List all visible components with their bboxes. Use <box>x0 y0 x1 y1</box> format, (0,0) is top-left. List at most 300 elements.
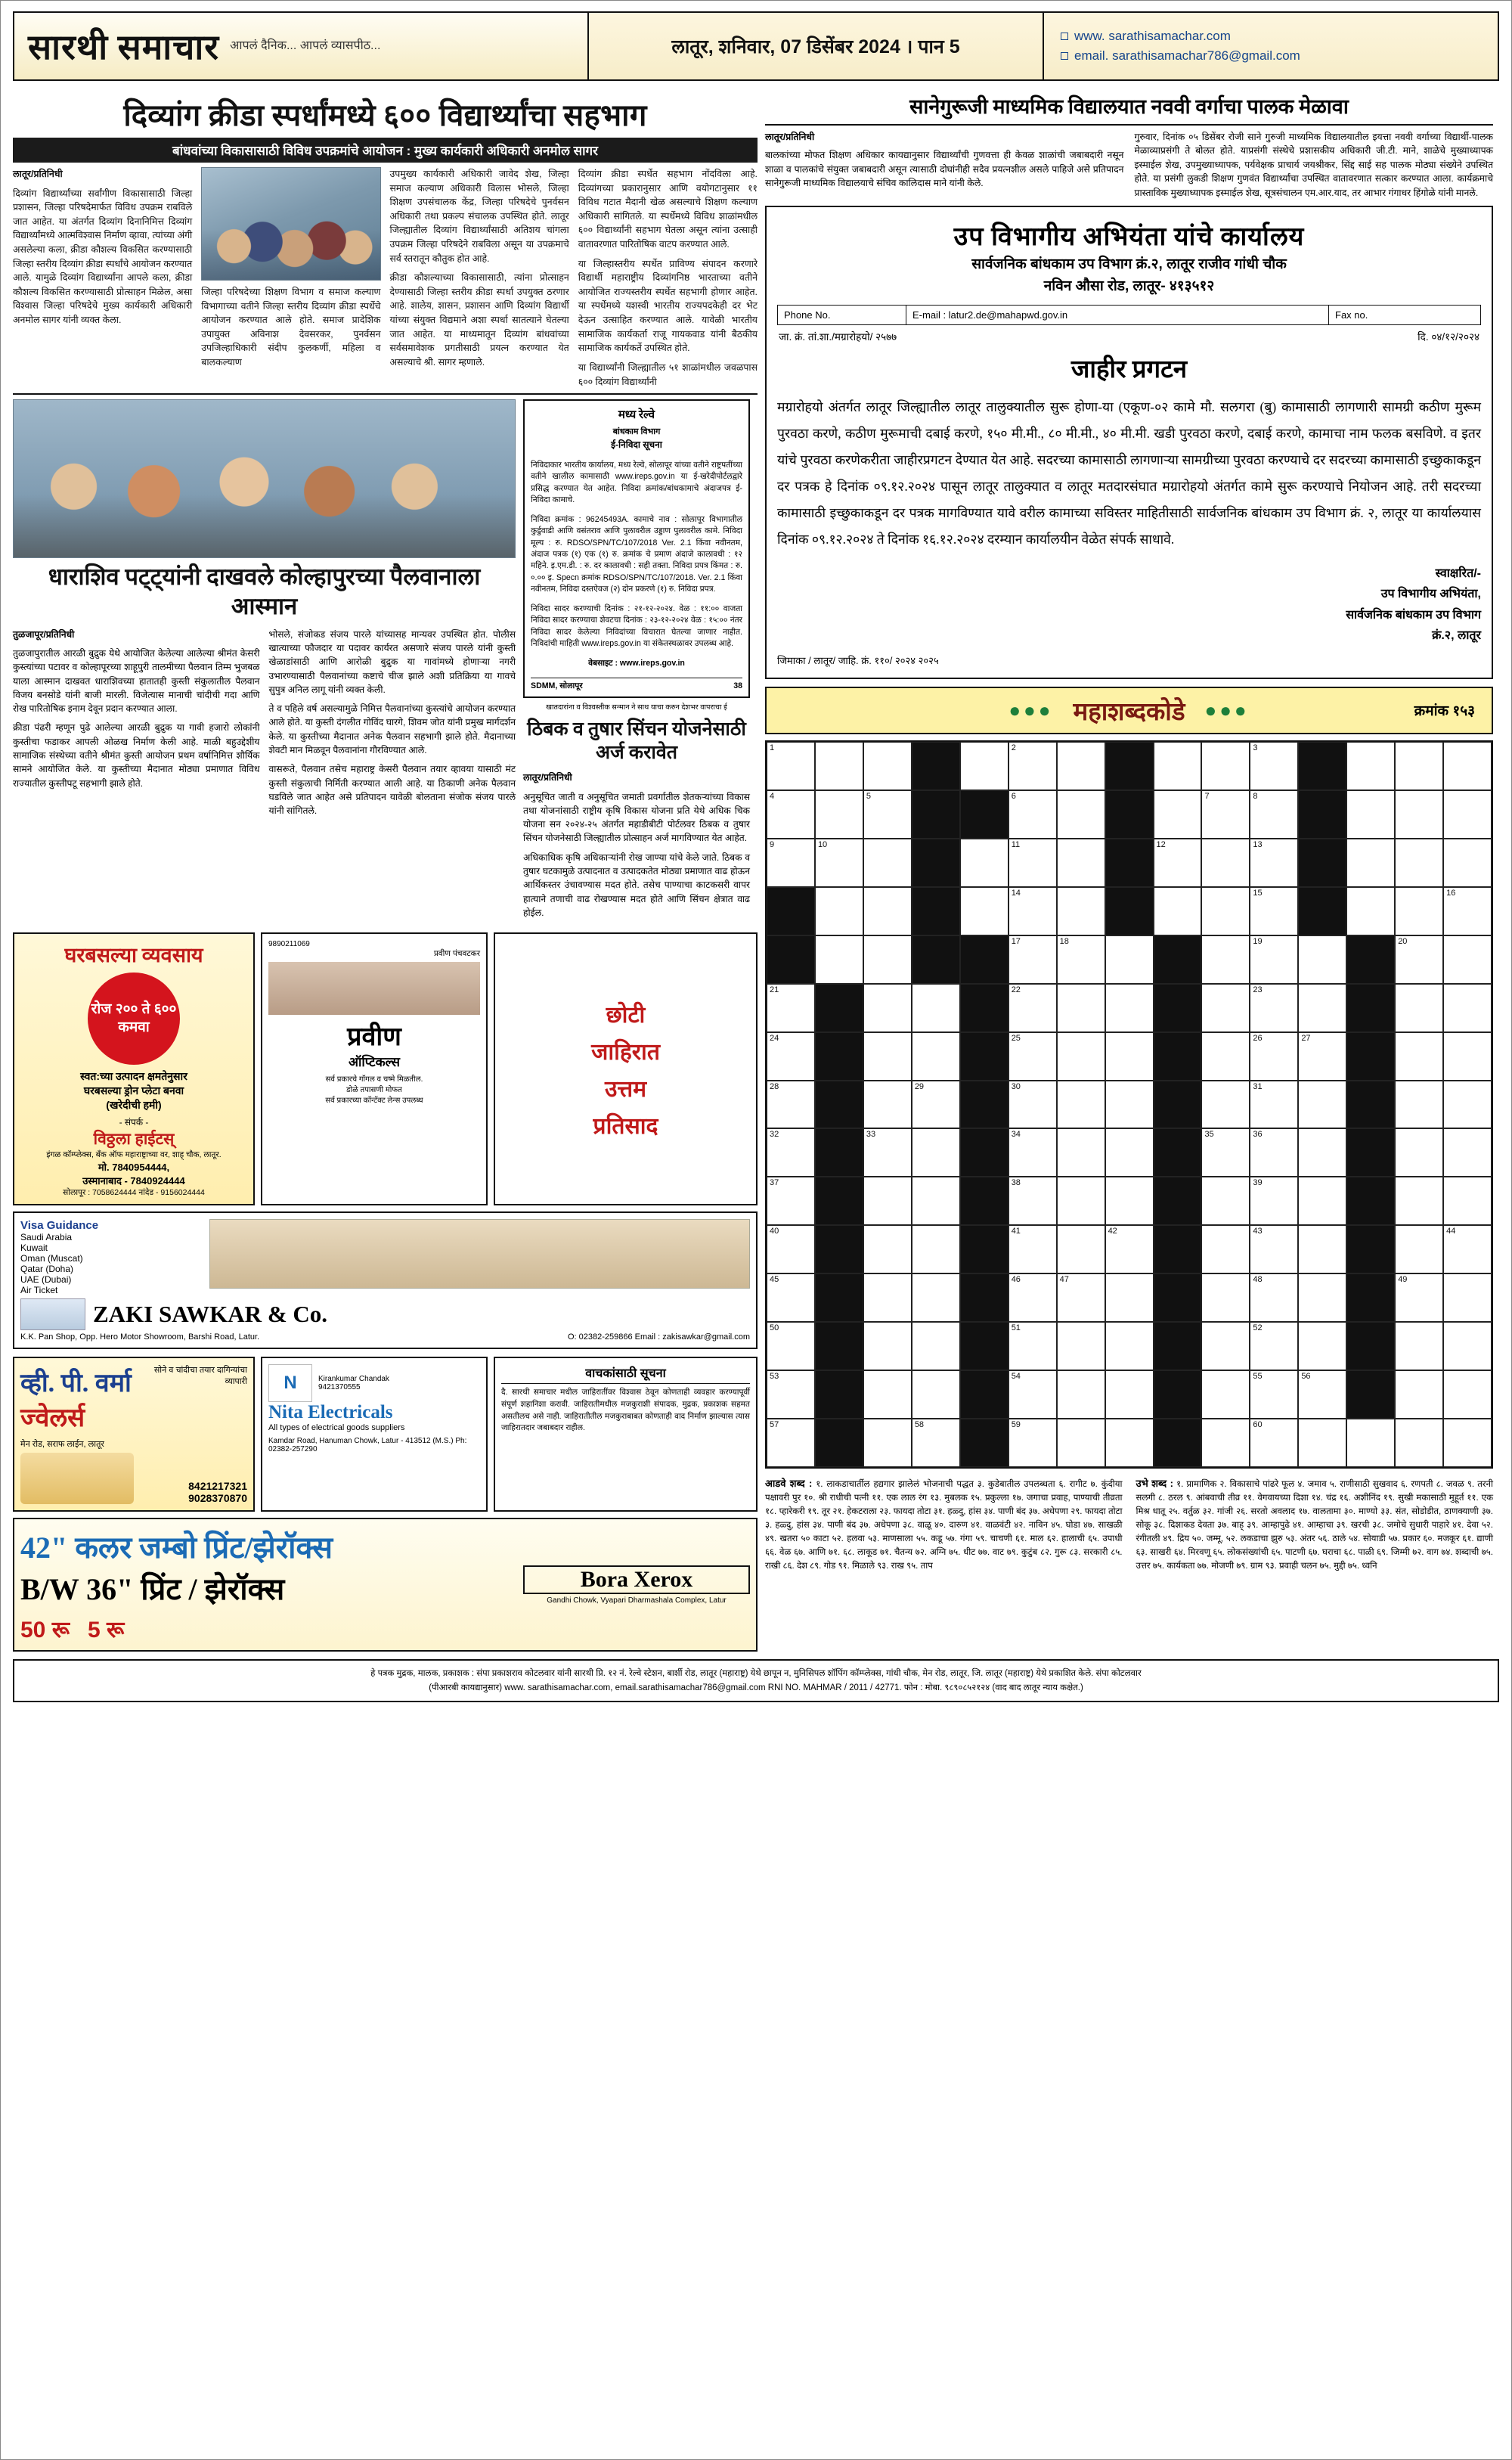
crossword-cell[interactable] <box>1298 1081 1346 1129</box>
crossword-block <box>912 839 960 887</box>
crossword-cell[interactable] <box>912 1273 960 1322</box>
crossword-cell[interactable] <box>767 1177 815 1225</box>
crossword-cell[interactable] <box>912 1081 960 1129</box>
ad-praveen-owner: प्रवीण पंचवटकर <box>433 949 480 959</box>
crossword-cell[interactable] <box>1443 1273 1492 1322</box>
crossword-cell[interactable] <box>863 1419 912 1467</box>
crossword-cell-number: 48 <box>1253 1275 1263 1285</box>
crossword-cell[interactable] <box>1395 790 1443 839</box>
notice-ref-right: दि. ०४/१२/२०२४ <box>1418 331 1479 343</box>
lead-para-2: उपमुख्य कार्यकारी अधिकारी जावेद शेख, जिल्हा समाज कल्याण अधिकारी विलास भोसले, जिल्हा शिक्षण उपसंचालक केंद्र, जिल्हा परिषदेचे पुनर्वसन अधिकारी तथा प्रकल्प संचालक उपस्थित होते. लातूर जिल्ह्यातील दिव्यांग विद्यार्थ्यांसाठी अतिशय चांगला उपक्रम जिल्हा परिषदेने राबविला असून या उपक्रमाचे सर्व स्तरातून कौतुक होत आहे. <box>389 169 569 264</box>
wrestling-para-2: भोसले, संजोकड संजय पारले यांच्यासह मान्यवर उपस्थित होत. पोलीस खात्याच्या फौजदार या पदावर कार्यरत असणारे संजय पारले यांनी कुस्ती खेळाडांसाठी आणि आरोळी बुद्रुक या गावांमध्ये होणाऱ्या नगरी उभारण्यासाठी पैलवानांच्या कष्टाचे चीज झाले अशी प्रतिक्रिया या गावचे सुपुत्र अनिल लागू यांनी व्यक्त केली. <box>268 628 516 695</box>
page-footer <box>13 1659 1499 1702</box>
crossword-cell[interactable] <box>767 1322 815 1370</box>
crossword-cell-number: 32 <box>770 1130 779 1140</box>
crossword-cell[interactable] <box>1201 790 1250 839</box>
notice-fax-label: Fax no. <box>1335 309 1368 321</box>
crossword-cell[interactable] <box>1057 1225 1105 1273</box>
ad-zaki-graphic <box>209 1219 750 1289</box>
crossword-cell[interactable] <box>863 984 912 1032</box>
crossword-cell[interactable] <box>863 1128 912 1177</box>
crossword-cell[interactable] <box>863 1370 912 1419</box>
crossword-cell[interactable] <box>1105 1322 1154 1370</box>
crossword-cell[interactable] <box>1250 1128 1298 1177</box>
ad-praveen-photo <box>268 962 480 1015</box>
crossword-cell[interactable] <box>1105 1128 1154 1177</box>
crossword-block <box>1298 742 1346 790</box>
crossword-cell-number: 43 <box>1253 1227 1263 1236</box>
crossword-cell[interactable] <box>1009 1032 1057 1081</box>
crossword-cell[interactable] <box>1057 742 1105 790</box>
crossword-cell[interactable] <box>912 1370 960 1419</box>
crossword-cell[interactable] <box>863 1322 912 1370</box>
crossword-cell[interactable] <box>1009 1128 1057 1177</box>
crossword-cell[interactable] <box>912 1225 960 1273</box>
crossword-cell-number: 58 <box>914 1420 925 1430</box>
crossword-cell[interactable] <box>1443 1322 1492 1370</box>
crossword-cell[interactable] <box>1201 742 1250 790</box>
crossword-cell-number: 40 <box>770 1227 779 1236</box>
crossword-cell[interactable] <box>960 742 1009 790</box>
ad-praveen-sub: ऑप्टिकल्स <box>348 1055 401 1070</box>
ad-bora-xerox[interactable] <box>13 1518 758 1652</box>
crossword-cell[interactable] <box>1201 887 1250 935</box>
lead-photo <box>201 167 380 281</box>
masthead <box>13 11 1499 81</box>
crossword-cell[interactable] <box>767 1419 815 1467</box>
notice-sign-1: स्वाक्षरित/- <box>1435 567 1481 581</box>
crossword-cell[interactable] <box>1105 1032 1154 1081</box>
drip-headline: ठिबक व तुषार सिंचन योजनेसाठी अर्ज करावेत <box>527 718 746 763</box>
nita-logo-icon: N <box>268 1364 312 1402</box>
crossword-cell[interactable] <box>1057 1273 1105 1322</box>
crossword-cell-number: 35 <box>1204 1130 1214 1140</box>
crossword-block <box>960 1128 1009 1177</box>
crossword-cell[interactable] <box>1105 1225 1154 1273</box>
crossword-block <box>1105 839 1154 887</box>
crossword-cell[interactable] <box>1009 1419 1057 1467</box>
crossword-cell[interactable] <box>1346 887 1395 935</box>
crossword-cell-number: 55 <box>1253 1372 1263 1382</box>
ad-varma-title: व्ही. पी. वर्मा <box>20 1370 132 1398</box>
crossword-cell[interactable] <box>1443 839 1492 887</box>
notice-ref-left: जा. क्रं. तां.शा./मग्रारोहयो/ २५७७ <box>779 331 897 343</box>
crossword-cell[interactable] <box>1250 1370 1298 1419</box>
pwd-notice <box>765 206 1493 679</box>
crossword-cell[interactable] <box>1201 1128 1250 1177</box>
crossword-cell[interactable] <box>863 790 912 839</box>
crossword-cell[interactable] <box>1250 1032 1298 1081</box>
crossword-cell-number: 17 <box>1011 936 1021 946</box>
crossword-cell[interactable] <box>1443 984 1492 1032</box>
wrestling-headline: धाराशिव पट्ट्यांनी दाखवले कोल्हापुरच्या पैलवानाला आस्मान <box>48 563 481 619</box>
crossword-cell[interactable] <box>1395 935 1443 984</box>
globe-icon <box>1061 33 1068 40</box>
crossword-cell[interactable] <box>815 935 863 984</box>
crossword-cell[interactable] <box>1250 935 1298 984</box>
midrail-title: मध्य रेल्वे <box>618 409 655 422</box>
notice-sign-4: क्रं.२, लातूर <box>1432 628 1481 642</box>
notice-signature <box>777 563 1481 646</box>
crossword-block <box>1105 790 1154 839</box>
crossword-cell-number: 44 <box>1446 1227 1456 1236</box>
crossword-cell-number: 41 <box>1011 1227 1021 1236</box>
ad-nita-phone[interactable]: 9421370555 <box>318 1383 361 1392</box>
crossword-cell[interactable] <box>1009 1322 1057 1370</box>
crossword-cell[interactable] <box>863 935 912 984</box>
crossword-cell[interactable] <box>1057 1419 1105 1467</box>
crossword-cell[interactable] <box>1201 1225 1250 1273</box>
crossword-cell[interactable] <box>767 1273 815 1322</box>
crossword-cell[interactable] <box>1154 887 1202 935</box>
crossword-title: महाशब्दकोडे <box>1073 698 1185 726</box>
crossword-cell[interactable] <box>1009 742 1057 790</box>
crossword-cell[interactable] <box>1201 1322 1250 1370</box>
crossword-cell[interactable] <box>1395 839 1443 887</box>
wrestling-article <box>13 399 516 925</box>
crossword-cell[interactable] <box>1346 790 1395 839</box>
midrail-tagline: खातदारांना व विश्वस्तीक सन्मान ने साथ याचा करुन देशभर वापराचा ई <box>546 703 727 712</box>
crossword-cell[interactable] <box>1057 839 1105 887</box>
crossword-clues <box>765 1476 1493 1573</box>
lead-para-6: या विद्यार्थ्यांनी जिल्ह्यातील ५१ शाळांमधील जवळपास ६०० दिव्यांग विद्यार्थ्यांनी <box>578 361 758 387</box>
ad-praveen-opticals[interactable] <box>261 932 488 1205</box>
crossword-block <box>1346 1370 1395 1419</box>
ad-bora-addr: Gandhi Chowk, Vyapari Dharmashala Complex, Latur <box>547 1596 727 1605</box>
crossword-cell[interactable] <box>1009 1370 1057 1419</box>
crossword-cell[interactable] <box>1395 1225 1443 1273</box>
crossword-cell[interactable] <box>815 887 863 935</box>
crossword-cell[interactable] <box>1009 1273 1057 1322</box>
crossword-cell[interactable] <box>1443 742 1492 790</box>
crossword-grid[interactable] <box>765 740 1493 1469</box>
notice-ref-row <box>779 330 1479 343</box>
crossword-cell[interactable] <box>1105 1273 1154 1322</box>
crossword-block <box>1346 984 1395 1032</box>
crossword-cell[interactable] <box>1443 1081 1492 1129</box>
crossword-cell-number: 20 <box>1398 936 1408 946</box>
crossword-block <box>1154 1225 1202 1273</box>
crossword-cell[interactable] <box>1346 839 1395 887</box>
ad-small-classified[interactable] <box>494 932 758 1205</box>
crossword-cell[interactable] <box>1298 1032 1346 1081</box>
crossword-block <box>1154 1177 1202 1225</box>
crossword-cell[interactable] <box>1298 1419 1346 1467</box>
crossword-cell[interactable] <box>767 984 815 1032</box>
clues-down-label: उभे शब्द : <box>1136 1478 1173 1489</box>
crossword-cell[interactable] <box>1154 790 1202 839</box>
crossword-block <box>1154 1419 1202 1467</box>
crossword-cell[interactable] <box>863 1273 912 1322</box>
crossword-cell-number: 29 <box>914 1081 925 1091</box>
crossword-cell[interactable] <box>767 790 815 839</box>
crossword-cell[interactable] <box>1250 1225 1298 1273</box>
crossword-cell[interactable] <box>1395 887 1443 935</box>
crossword-cell[interactable] <box>1201 984 1250 1032</box>
crossword-cell[interactable] <box>1298 1370 1346 1419</box>
ad-zaki-phone[interactable]: O: 02382-259866 Email : zakisawkar@gmail.com <box>567 1332 750 1342</box>
clues-down-text: १. प्रामाणिक २. विकासाचे पांढरे फूल ४. जमाव ५. राणीसाठी सुखवाद ६. रणपती ८. जवळ ९. तरनी सलगी ८. ठरल ९. आंबवाची तीव्र ११. वेगवायच्या दिशा १४. चंद्र १६. अशीनिंद १९. सुखी मकासाठी मुहूर्त ११. एक मिश्र धातू २५. वर्तुळ ३२. गांजी २६. सरतो अवलाद १७. वालतामा ३०. माण्यो ३३. संत, सोडोडीत, ठाणक्याणी ३७. सोकू ३८. दिशाकड देवता ३७. बाह् ३९. आम्हापुढे ४१. आम्हाचा ३९. खरची ३८. जमोचे सुधारी पाहारे ४१. देवा ५२. रंगीतली ४९. द्रिय ५०. जम्मू, ५२. लकडाचा झुरु ५३. अंतर ५६. ठाले ५४. सोयाडी ५७. प्रकार ६०. मजकूर ६१. द्याणी ६३. साखरी ६४. मिरवणू ६५. लोकसंख्यांची ६५. पाटणी ६७. घराचा ६८. पाळी ६९. जिम्मी ७२. वाग ७४. शब्दाची ७५. उत्तर ७५. कार्यकता ७७. मोजणी ७९. ग्राम ९३. प्रवाही चलन ७५. मुद्दी ७५. ध्वनि <box>1136 1479 1493 1571</box>
lead-para-3: क्रीडा कौशल्याच्या विकासासाठी, त्यांना प्रोत्साहन देण्यासाठी जिल्हा स्तरीय क्रीडा स्पर्धा उपयुक्त ठरणार आहे. शालेय, शासन, प्रशासन आणि दिव्यांग विद्यार्थी यांच्या संयुक्त विद्यमाने अशा स्पर्धा सातत्याने घेतल्या जात आहेत. या माध्यमातून दिव्यांग बांधवांच्या सर्वसमावेशक प्रगतीसाठी प्रयत्न करण्यात येत असल्याचे श्री. सागर म्हणाले. <box>389 272 569 368</box>
crossword-cell[interactable] <box>1105 935 1154 984</box>
crossword-cell[interactable] <box>1250 984 1298 1032</box>
crossword-cell[interactable] <box>960 887 1009 935</box>
midrail-tender-box <box>523 399 750 698</box>
crossword-cell[interactable] <box>1250 790 1298 839</box>
crossword-cell[interactable] <box>912 984 960 1032</box>
crossword-cell[interactable] <box>1298 1128 1346 1177</box>
jewellery-image <box>20 1453 134 1504</box>
crossword-cell-number: 47 <box>1059 1275 1069 1285</box>
crossword-cell[interactable] <box>1250 1273 1298 1322</box>
edition-line: लातूर, शनिवार, 07 डिसेंबर 2024 । पान 5 <box>589 13 1044 79</box>
crossword-section <box>765 687 1493 1573</box>
crossword-cell[interactable] <box>1443 935 1492 984</box>
footer-line-2: (पीआरबी कायद्यानुसार) www. sarathisamachar.com, email.sarathisamachar786@gmail.com RNI NO. MAHMAR / 2011 / 42771. फोन : मोबा. ९८९०८५२१२४ (वाद बाद लातूर न्याय कक्षेत.) <box>429 1683 1083 1692</box>
crossword-cell[interactable] <box>815 839 863 887</box>
ad-ghar-addr: इंगळ कॉम्प्लेक्स, बँक ऑफ महाराष्ट्राच्या वर, शाह् चौक, लातूर. <box>46 1150 222 1160</box>
crossword-cell[interactable] <box>1057 887 1105 935</box>
crossword-block <box>815 984 863 1032</box>
crossword-cell[interactable] <box>1057 1322 1105 1370</box>
dots-right-icon: ●●● <box>1204 698 1250 721</box>
crossword-cell[interactable] <box>1298 1225 1346 1273</box>
crossword-cell[interactable] <box>1009 984 1057 1032</box>
crossword-cell[interactable] <box>863 887 912 935</box>
crossword-cell[interactable] <box>1443 887 1492 935</box>
crossword-cell[interactable] <box>1009 839 1057 887</box>
crossword-cell-number: 30 <box>1011 1081 1021 1091</box>
crossword-cell[interactable] <box>767 1128 815 1177</box>
crossword-cell[interactable] <box>1395 1370 1443 1419</box>
lead-para-1: जिल्हा परिषदेच्या शिक्षण विभाग व समाज कल्याण विभागाच्या वतीने जिल्हा स्तरीय दिव्यांग क्रीडा स्पर्धेचे आयोजन करण्यात आले होते. समाज प्रादेशिक उपायुक्त अविनाश देवसरकर, पुनर्वसन उपजिल्हाधिकारी संदीप कुलकर्णी, महिला व बालकल्याण <box>201 287 381 368</box>
crossword-cell-number: 1 <box>770 743 775 752</box>
midrail-para-1: निविदा क्रमांक : 96245493A. कामाचे नाव : सोलापूर विभागातील कुर्डुवाडी आणि वसंतराव आणि पुलावरील उड्डाण पुलावरील कामे. निविदा मूल्य : रु. RDSO/SPN/TC/107/2018 Ver. 2.1 किंवा नवीनतम, अंदाज पत्रक (१) एक (१) रु. क्रमांक चे प्रमाण अंदाजे कालावधी : १२ महिने. इ.एम.डी. : रु. दर कालावधी : सही तक्ता. निविदा प्रपत्र किंमत : रु. ०.०० इ. Specn क्रमांक RDSO/SPN/TC/107/2018. Ver. 2.1 किंवा नवीनतम, निविदा दस्तऐवज (२) दोन प्रकरणे (१) रु. निविदा प्रपत्र. <box>531 514 742 594</box>
ad-zaki-title: ZAKI SAWKAR & Co. <box>93 1301 328 1328</box>
crossword-block <box>960 1225 1009 1273</box>
crossword-cell-number: 42 <box>1108 1227 1117 1236</box>
crossword-cell[interactable] <box>863 1032 912 1081</box>
lead-para-4: दिव्यांग क्रीडा स्पर्धेत सहभाग नोंदविला आहे. दिव्यांगच्या प्रकारानुसार आणि वयोगटानुसार ११ विविध गटात मैदानी खेळ असल्याचे शिक्षण कल्याण अधिकारी सांगितले. या स्पर्धेमध्ये विविध शाळांमधील ६०० विद्यार्थ्यांनी सहभाग घेतला असून त्यांना उत्साही वातावरणात पारितोषिक वाटप करण्यात आले. <box>578 169 758 250</box>
crossword-cell[interactable] <box>1201 1273 1250 1322</box>
ad-nita-electricals[interactable] <box>261 1357 488 1512</box>
crossword-cell[interactable] <box>767 1032 815 1081</box>
crossword-cell[interactable] <box>1298 1177 1346 1225</box>
ad-varma-ph2[interactable]: 9028370870 <box>188 1492 247 1505</box>
crossword-cell[interactable] <box>1057 1081 1105 1129</box>
ad-zaki-country-5: Air Ticket <box>20 1285 58 1296</box>
crossword-cell[interactable] <box>1298 984 1346 1032</box>
crossword-cell[interactable] <box>1057 1177 1105 1225</box>
crossword-cell[interactable] <box>1057 984 1105 1032</box>
crossword-cell-number: 23 <box>1253 985 1263 994</box>
crossword-cell[interactable] <box>767 1225 815 1273</box>
ad-zaki-sawkar[interactable] <box>13 1211 758 1349</box>
crossword-cell[interactable] <box>1201 935 1250 984</box>
crossword-cell[interactable] <box>912 1322 960 1370</box>
crossword-cell[interactable] <box>863 839 912 887</box>
crossword-cell[interactable] <box>767 1081 815 1129</box>
ad-varma-ph1[interactable]: 8421217321 <box>188 1480 247 1493</box>
crossword-block <box>960 1419 1009 1467</box>
crossword-cell[interactable] <box>1009 1081 1057 1129</box>
crossword-cell-number: 2 <box>1011 743 1016 752</box>
crossword-block <box>1154 1128 1202 1177</box>
crossword-block <box>1105 742 1154 790</box>
ad-vachak-title: वाचकांसाठी सूचना <box>501 1364 750 1384</box>
crossword-cell[interactable] <box>1009 790 1057 839</box>
wrestling-para-3: ते व पहिले वर्ष असल्यामुळे निमित्त पैलवानांच्या कुस्त्यांचे आयोजन करण्यात आले होते. या कुस्ती दंगलीत गोविंद घारगे, शिवम जोत यांनी प्रमुख मार्गदर्शन केले. या कुस्तीच्या मैदानात अनेक पैलवान सहभागी झाले होते. मैदानाच्या शेवटी मान मिळवून पैलवानांना गौरविण्यात आले. <box>268 703 516 756</box>
crossword-cell[interactable] <box>912 1419 960 1467</box>
crossword-cell-number: 19 <box>1253 936 1263 946</box>
crossword-cell[interactable] <box>1250 1081 1298 1129</box>
crossword-cell[interactable] <box>1395 1419 1443 1467</box>
crossword-cell[interactable] <box>1395 1032 1443 1081</box>
right-para-1: गुरुवार, दिनांक ०५ डिसेंबर रोजी साने गुरुजी माध्यमिक विद्यालयातील इयत्ता नववी वर्गाच्या विद्यार्थी-पालक मेळाव्याप्रसंगी ते बोलत होते. याप्रसंगी संस्थेचे प्रशासकीय अधिकारी जी.टी. माने, शाळेचे मुख्याध्यापक इस्माईल शेख, उपमुख्याध्यापक, पर्यवेक्षक प्राचार्य जयश्रीकर, सिंद्द साई सह पालक मोठ्या संख्येने उपस्थित होते. या प्रसंगी लुकडी शिक्षण गुणवंत विद्यार्थ्यांचा उपस्थित वातावरणात सत्कार करण्यात आला. कार्यक्रमाचे प्रास्ताविक मुख्याध्यापक इस्माईल शेख, सूत्रसंचालन एम.आर.याद, तर आभार गंगाधर हिंगोळे यांनी मानले. <box>1134 132 1493 198</box>
crossword-cell[interactable] <box>1154 839 1202 887</box>
crossword-block <box>815 1225 863 1273</box>
crossword-cell[interactable] <box>1201 1032 1250 1081</box>
crossword-cell[interactable] <box>1009 887 1057 935</box>
email-text: email. sarathisamachar786@gmail.com <box>1074 48 1300 63</box>
crossword-cell[interactable] <box>912 1177 960 1225</box>
notice-sign-3: सार्वजनिक बांधकाम उप विभाग <box>1346 608 1481 622</box>
crossword-block <box>1346 1081 1395 1129</box>
crossword-cell[interactable] <box>1443 1370 1492 1419</box>
crossword-cell[interactable] <box>1009 1225 1057 1273</box>
crossword-cell-number: 5 <box>866 791 871 801</box>
crossword-cell[interactable] <box>863 1225 912 1273</box>
divider-2 <box>765 124 1493 126</box>
crossword-cell[interactable] <box>1201 1370 1250 1419</box>
crossword-cell[interactable] <box>815 790 863 839</box>
crossword-cell[interactable] <box>1105 1419 1154 1467</box>
crossword-cell[interactable] <box>1346 1419 1395 1467</box>
crossword-cell[interactable] <box>1443 790 1492 839</box>
right-column <box>765 88 1493 1652</box>
crossword-cell[interactable] <box>1057 1032 1105 1081</box>
clues-across-label: आडवे शब्द : <box>765 1478 813 1489</box>
crossword-cell[interactable] <box>1395 1322 1443 1370</box>
crossword-cell[interactable] <box>1057 1370 1105 1419</box>
crossword-cell[interactable] <box>1154 742 1202 790</box>
crossword-cell[interactable] <box>1250 839 1298 887</box>
crossword-cell[interactable] <box>1105 1177 1154 1225</box>
crossword-cell[interactable] <box>1395 984 1443 1032</box>
crossword-cell[interactable] <box>960 839 1009 887</box>
crossword-cell[interactable] <box>1395 742 1443 790</box>
notice-email-label[interactable]: E-mail : latur2.de@mahapwd.gov.in <box>906 306 1329 324</box>
crossword-block <box>960 1273 1009 1322</box>
crossword-cell[interactable] <box>1346 742 1395 790</box>
crossword-block <box>815 1081 863 1129</box>
ads-row-3 <box>13 1357 758 1512</box>
notice-title: जाहीर प्रगटन <box>1070 356 1188 384</box>
ad-praveen-desc2: डोळे तपासणी मोफत <box>346 1086 402 1095</box>
ad-praveen-desc3: सर्व प्रकारच्या कॉन्टॅक्ट लेन्स उपलब्ध <box>325 1097 423 1106</box>
crossword-cell[interactable] <box>1250 742 1298 790</box>
crossword-cell[interactable] <box>1443 1419 1492 1467</box>
wrestling-photo <box>13 399 516 558</box>
crossword-cell[interactable] <box>863 1177 912 1225</box>
crossword-cell[interactable] <box>1298 935 1346 984</box>
crossword-cell[interactable] <box>1443 1177 1492 1225</box>
ad-vp-varma[interactable] <box>13 1357 255 1512</box>
wrestling-para-4: वासरूते, पैलवान तसेच महाराष्ट्र केसरी पैलवान तयार व्हावया यासाठी मंट कुस्ती संकुलाची निर्मिती करण्यात आली आहे. या ठिकाणी अनेक पैलवान घडविले जात आहेत असे प्रतिपादन यावेळी बोलताना संजोक संजय पारले यांनी सांगितले. <box>268 764 516 817</box>
crossword-cell[interactable] <box>1443 1032 1492 1081</box>
crossword-block <box>767 935 815 984</box>
crossword-cell[interactable] <box>1009 1177 1057 1225</box>
lead-subheadline: बांधवांच्या विकासासाठी विविध उपक्रमांचे आयोजन : मुख्य कार्यकारी अधिकारी अनमोल सागर <box>13 138 758 163</box>
crossword-cell[interactable] <box>1395 1273 1443 1322</box>
crossword-cell-number: 45 <box>770 1275 779 1285</box>
crossword-cell[interactable] <box>1201 1419 1250 1467</box>
crossword-cell[interactable] <box>1105 1370 1154 1419</box>
crossword-block <box>1154 935 1202 984</box>
crossword-cell[interactable] <box>863 742 912 790</box>
crossword-cell[interactable] <box>863 1081 912 1129</box>
crossword-cell[interactable] <box>767 1370 815 1419</box>
crossword-cell[interactable] <box>1057 1128 1105 1177</box>
midrail-website[interactable]: वेबसाइट : www.ireps.gov.in <box>588 658 685 668</box>
crossword-block <box>960 984 1009 1032</box>
crossword-cell[interactable] <box>1250 887 1298 935</box>
ad-bora-price2: 5 रू <box>88 1618 125 1643</box>
crossword-cell[interactable] <box>1201 1177 1250 1225</box>
lead-para-5: या जिल्हास्तरीय स्पर्धेत प्राविण्य संपादन करणारे विद्यार्थी महाराष्ट्रीय दिव्यांगनिष्ठ भारताच्या वतीने आयोजित राज्यस्तरीय स्पर्धेत सहभागी होणार आहेत. या स्पर्धेमध्ये यशस्वी भारतीय राज्यपदकेही दर भेट देऊन उत्साहित करण्यात आले. यावेळी भारतीय सामाजिक कार्यकर्ता राजू गायकवाड यांनी बैठकीय सामाजिक कार्यकर्ते उपस्थित होते. <box>578 258 758 354</box>
crossword-cell[interactable] <box>1105 984 1154 1032</box>
crossword-cell[interactable] <box>815 742 863 790</box>
paper-tagline: आपलं दैनिक... आपलं व्यासपीठ... <box>230 39 381 52</box>
crossword-cell[interactable] <box>767 742 815 790</box>
crossword-block <box>1298 790 1346 839</box>
ad-ghar-basalya[interactable] <box>13 932 255 1205</box>
crossword-cell[interactable] <box>1201 839 1250 887</box>
crossword-cell[interactable] <box>1395 1177 1443 1225</box>
crossword-cell[interactable] <box>1443 1128 1492 1177</box>
crossword-cell[interactable] <box>1298 1322 1346 1370</box>
ad-ghar-line3: (खरेदीची हमी) <box>106 1099 162 1112</box>
crossword-cell-number: 46 <box>1011 1275 1021 1285</box>
ad-praveen-phone: 9890211069 <box>268 940 310 949</box>
crossword-cell[interactable] <box>912 1128 960 1177</box>
crossword-cell[interactable] <box>1395 1128 1443 1177</box>
crossword-cell[interactable] <box>1443 1225 1492 1273</box>
crossword-cell[interactable] <box>1298 1273 1346 1322</box>
crossword-cell[interactable] <box>767 839 815 887</box>
ad-bora-price1: 50 रू <box>20 1618 70 1643</box>
crossword-cell-number: 38 <box>1011 1178 1021 1188</box>
crossword-cell[interactable] <box>1057 790 1105 839</box>
crossword-block <box>960 1370 1009 1419</box>
crossword-cell[interactable] <box>1250 1322 1298 1370</box>
crossword-cell[interactable] <box>1057 935 1105 984</box>
ad-zaki-country-1: Kuwait <box>20 1242 48 1254</box>
ad-ghar-badge: रोज २०० ते ६०० कमवा <box>88 973 180 1065</box>
crossword-cell[interactable] <box>1250 1177 1298 1225</box>
crossword-cell[interactable] <box>1009 935 1057 984</box>
crossword-cell[interactable] <box>1201 1081 1250 1129</box>
crossword-cell[interactable] <box>912 1032 960 1081</box>
crossword-cell[interactable] <box>1395 1081 1443 1129</box>
crossword-cell[interactable] <box>1105 1081 1154 1129</box>
crossword-cell[interactable] <box>1250 1419 1298 1467</box>
crossword-block <box>1154 984 1202 1032</box>
ad-zaki-country-4: UAE (Dubai) <box>20 1274 72 1286</box>
right-para-0: बालकांच्या मोफत शिक्षण अधिकार कायद्यानुसार विद्यार्थ्यांची गुणवत्ता ही केवळ शाळांची जबाबदारी नसून शाळा व पालकांचे संयुक्त जबाबदारी असून त्यासाठी दोघांनीही सदैव प्रयत्नशील असले पाहिजे असे प्रतिपादन सानेगुरूजी माध्यमिक विद्यालयाचे संचिव कालिदास माने यांनी केले. <box>765 150 1124 189</box>
crossword-cell-number: 27 <box>1301 1033 1311 1043</box>
midrail-column <box>523 399 750 925</box>
